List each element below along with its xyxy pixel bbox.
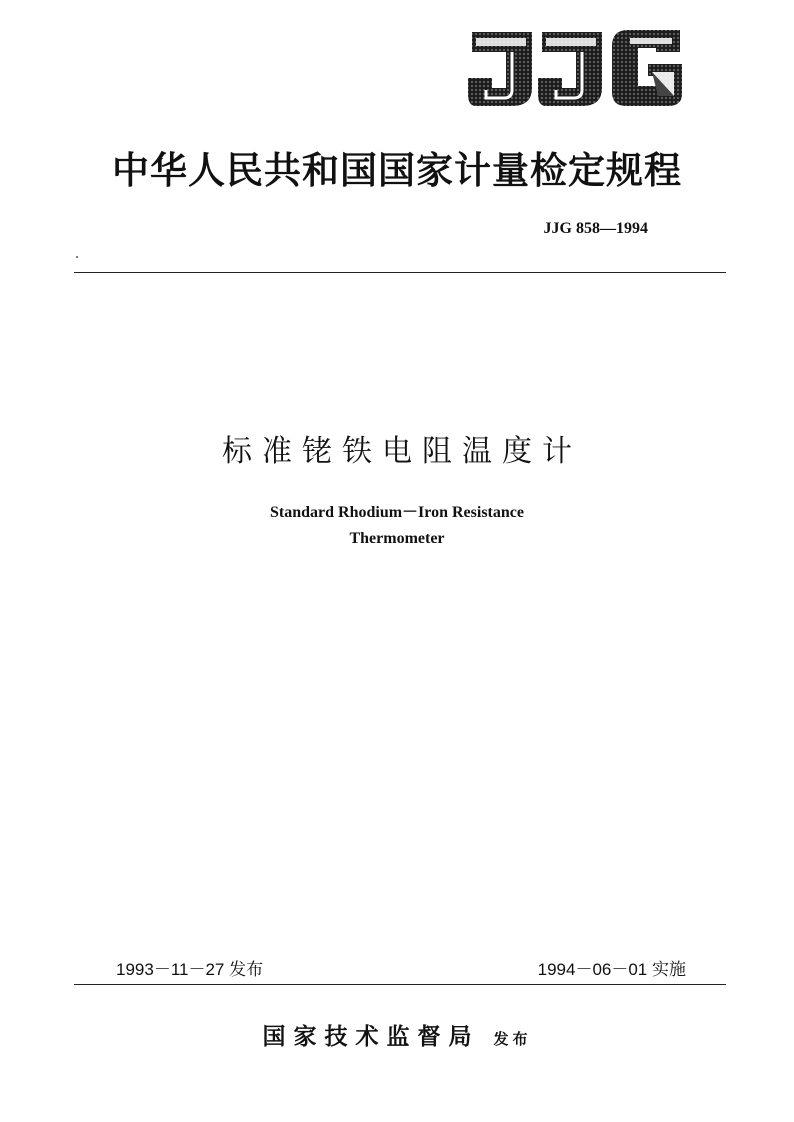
english-title-line-1: Standard Rhodium－Iron Resistance	[270, 504, 524, 521]
scan-speck	[76, 256, 78, 258]
document-title-english	[0, 500, 794, 552]
implementation-date: 1994－06－01 实施	[537, 960, 686, 979]
english-title-line-2: Thermometer	[349, 530, 445, 547]
logo-letter-j2	[538, 32, 602, 106]
logo-letter-j1	[468, 32, 532, 106]
publisher-name: 国家技术监督局	[262, 1023, 480, 1050]
regulation-series-title: 中华人民共和国国家计量检定规程	[112, 148, 682, 192]
top-divider	[74, 272, 726, 273]
publisher-line	[0, 1018, 794, 1051]
jjg-logo	[466, 24, 684, 110]
document-title-chinese: 标准铑铁电阻温度计	[222, 434, 582, 469]
issue-date: 1993－11－27 发布	[116, 960, 264, 979]
standard-code: JJG 858—1994	[543, 220, 648, 237]
bottom-divider	[74, 984, 726, 985]
logo-letter-g	[612, 30, 682, 106]
publisher-action: 发布	[493, 1030, 532, 1048]
